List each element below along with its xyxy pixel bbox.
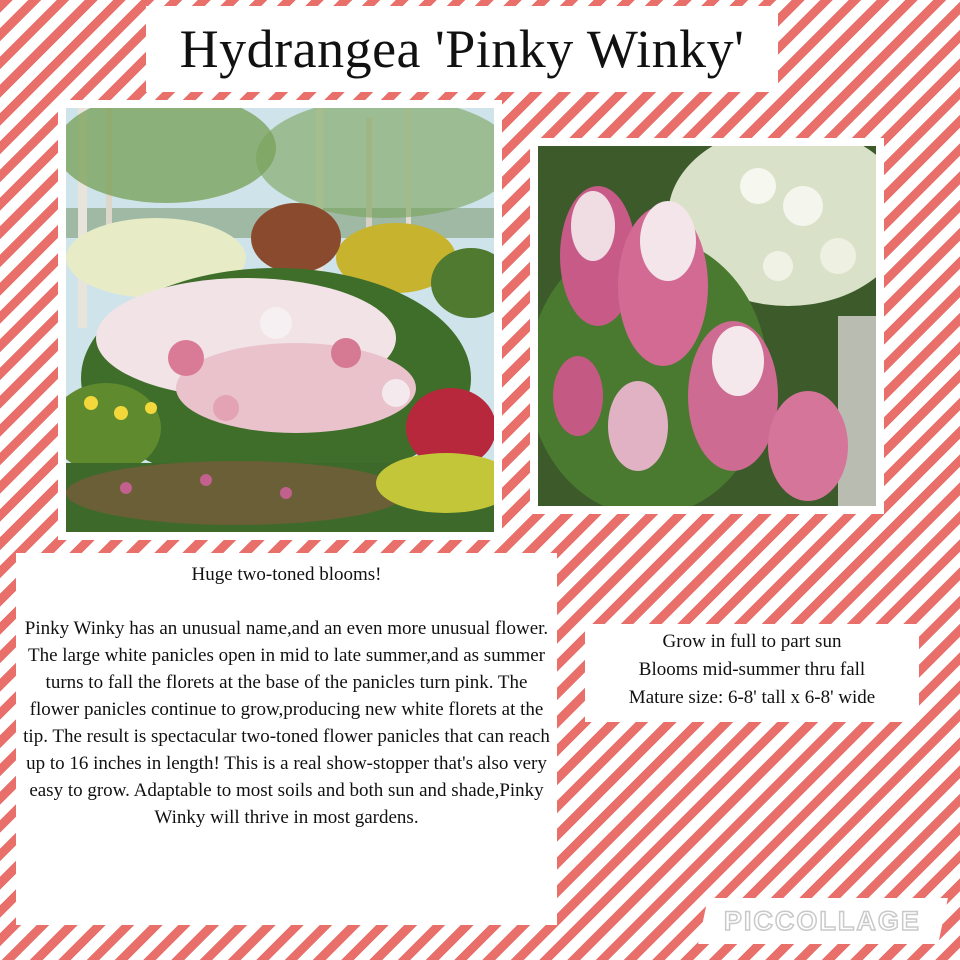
mature-size: Mature size: 6-8' tall x 6-8' wide — [628, 687, 876, 708]
garden-photo-image — [66, 108, 494, 532]
title-panel — [146, 6, 778, 92]
closeup-photo — [530, 138, 884, 514]
description-panel — [16, 553, 557, 925]
page-title: Hydrangea 'Pinky Winky' — [179, 19, 745, 79]
piccollage-watermark — [698, 898, 948, 944]
description-body: Pinky Winky has an unusual name,and an even more unusual flower. The large white panicles open in mid to late summer,and as summer turns to fall the florets at the base of the panicles turn pink. The flower panicles continue to grow,producing new white florets at the tip. The result is spectacular two-toned flower panicles that can reach up to 16 inches in length! This is a real show-stopper that's also very easy to grow. Adaptable to most soils and both sun and shade,Pinky Winky will thrive in most gardens. — [23, 618, 550, 828]
bloom-time: Blooms mid-summer thru fall — [638, 659, 866, 680]
growing-info-panel — [585, 624, 919, 722]
watermark-text: PICCOLLAGE — [724, 905, 922, 936]
sun-requirement: Grow in full to part sun — [662, 631, 842, 652]
description-heading: Huge two-toned blooms! — [191, 564, 382, 585]
garden-photo — [58, 100, 502, 540]
closeup-photo-image — [538, 146, 876, 506]
